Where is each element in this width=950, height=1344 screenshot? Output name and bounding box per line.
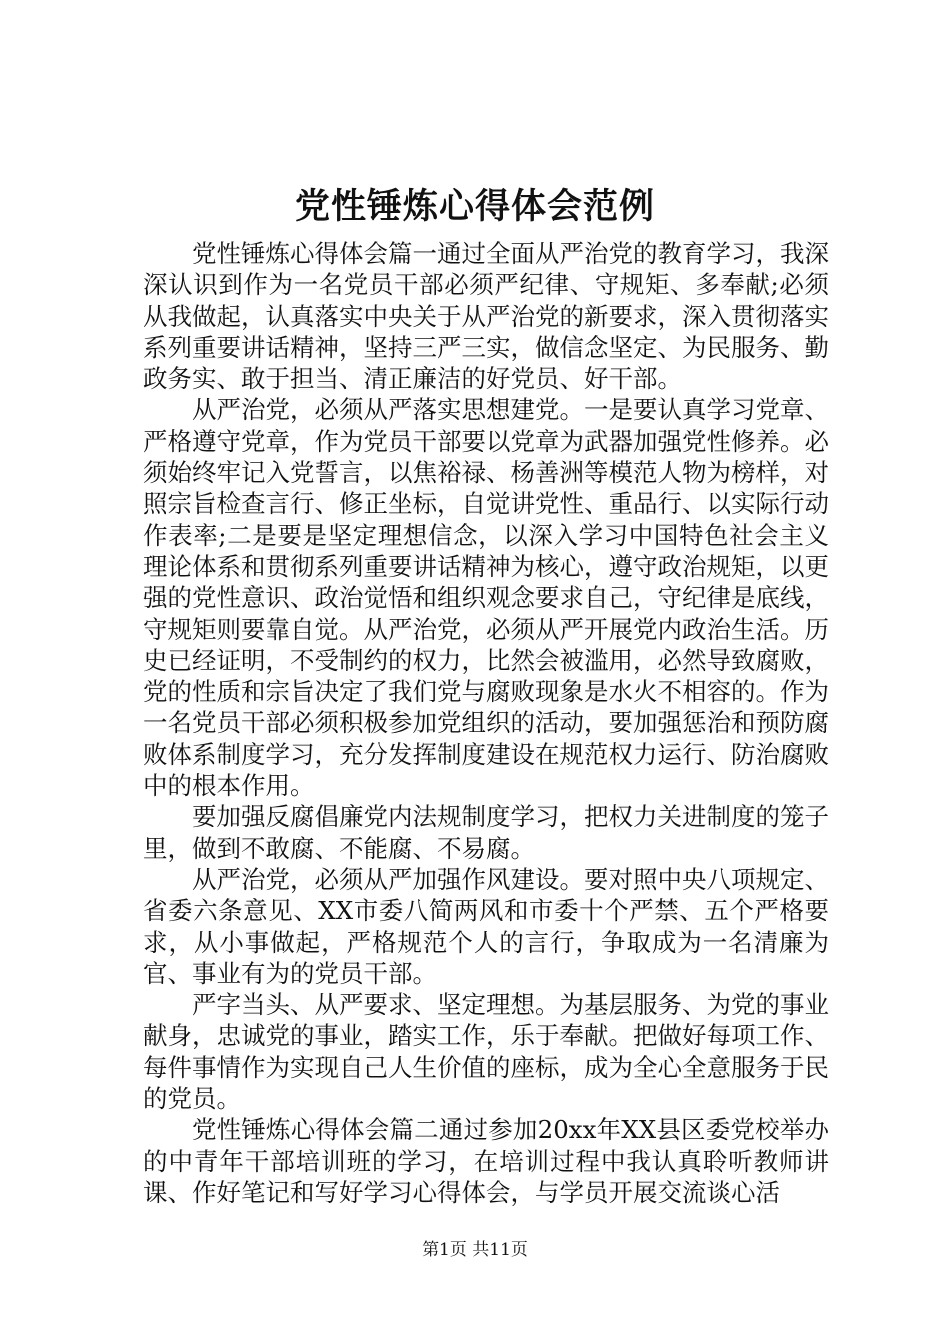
paragraph-2: 从严治党，必须从严落实思想建党。一是要认真学习党章、严格遵守党章，作为党员干部要以党章为武器加强党性修养。必须始终牢记入党誓言，以焦裕禄、杨善洲等模范人物为榜样，对照宗旨检查言行、修正坐标，自觉讲党性、重品行、以实际行动作表率;二是要是坚定理想信念，以深入学习中国特色社会主义理论体系和贯彻系列重要讲话精神为核心，遵守政治规矩，以更强的党性意识、政治觉悟和组织观念要求自己，守纪律是底线，守规矩则要靠自觉。从严治党，必须从严开展党内政治生活。历史已经证明，不受制约的权力，比然会被滥用，必然导致腐败，党的性质和宗旨决定了我们党与腐败现象是水火不相容的。作为一名党员干部必须积极参加党组织的活动，要加强惩治和预防腐败体系制度学习，充分发挥制度建设在规范权力运行、防治腐败中的根本作用。 — [143, 395, 829, 801]
paragraph-5: 严字当头、从严要求、坚定理想。为基层服务、为党的事业献身，忠诚党的事业，踏实工作，乐于奉献。把做好每项工作、每件事情作为实现自己人生价值的座标，成为全心全意服务于民的党员。 — [143, 990, 829, 1114]
paragraph-1: 党性锤炼心得体会篇一通过全面从严治党的教育学习，我深深认识到作为一名党员干部必须严纪律、守规矩、多奉献;必须从我做起，认真落实中央关于从严治党的新要求，深入贯彻落实系列重要讲话精神，坚持三严三实，做信念坚定、为民服务、勤政务实、敢于担当、清正廉洁的好党员、好干部。 — [143, 239, 829, 394]
paragraph-3: 要加强反腐倡廉党内法规制度学习，把权力关进制度的笼子里，做到不敢腐、不能腐、不易腐。 — [143, 802, 829, 863]
paragraph-6: 党性锤炼心得体会篇二通过参加20xx年XX县区委党校举办的中青年干部培训班的学习，在培训过程中我认真聆听教师讲课、作好笔记和写好学习心得体会，与学员开展交流谈心活 — [143, 1115, 829, 1207]
document-title: 党性锤炼心得体会范例 — [294, 186, 655, 227]
document-body — [143, 238, 829, 1208]
page-number-footer: 第1页 共11页 — [422, 1240, 528, 1260]
paragraph-4: 从严治党，必须从严加强作风建设。要对照中央八项规定、省委六条意见、XX市委八简两风和市委十个严禁、五个严格要求，从小事做起，严格规范个人的言行，争取成为一名清廉为官、事业有为的党员干部。 — [143, 864, 829, 988]
